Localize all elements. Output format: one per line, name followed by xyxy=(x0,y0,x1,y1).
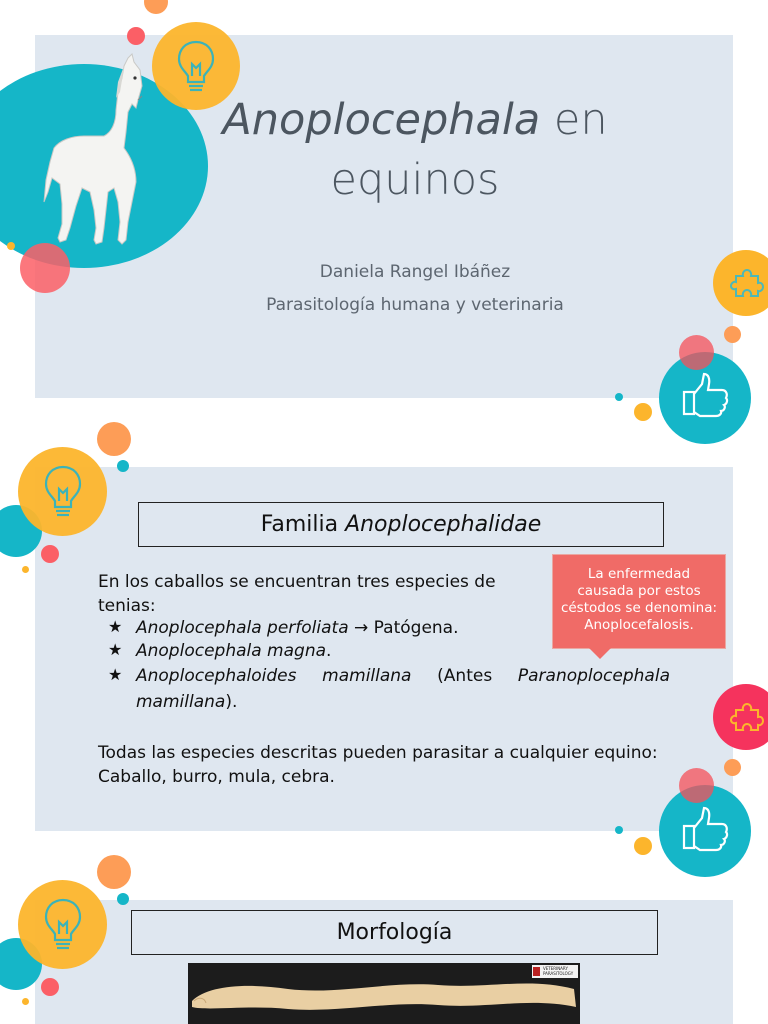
decor-dot xyxy=(7,242,15,250)
species-name: mamillana xyxy=(136,692,226,712)
title-line2: equinos xyxy=(330,155,500,205)
decor-dot xyxy=(144,0,168,14)
bullet-item-1 xyxy=(136,616,556,640)
decor-dot xyxy=(615,393,623,401)
species-name: Anoplocephala magna xyxy=(136,641,327,661)
thumbs-up-icon xyxy=(682,806,730,852)
decor-dot xyxy=(615,826,623,834)
lightbulb-icon xyxy=(175,38,217,94)
decor-dot xyxy=(634,837,652,855)
bullet-item-2 xyxy=(136,639,556,663)
decor-dot xyxy=(117,460,129,472)
star-bullet-icon: ★ xyxy=(108,640,123,659)
decor-dot xyxy=(127,27,145,45)
closing-text: Todas las especies descritas pueden parasitar a cualquier equino: Caballo, burro, mula, cebra. xyxy=(98,743,658,787)
species-name: mamillana xyxy=(322,666,412,686)
species-note: . xyxy=(326,641,332,661)
decor-dot xyxy=(117,893,129,905)
disease-callout: La enfermedad causada por estos céstodos se denomina: Anoplocefalosis. xyxy=(553,555,725,648)
heading-plain: Familia xyxy=(260,512,346,537)
intro-text: En los caballos se encuentran tres especies de tenias: xyxy=(98,572,496,616)
species-name: Anoplocephala perfoliata xyxy=(136,618,349,638)
tapeworm-photo xyxy=(188,963,580,1024)
species-note: ). xyxy=(225,692,238,712)
decor-dot xyxy=(724,759,741,776)
photo-label: VETERINARY PARASITOLOGY xyxy=(543,966,574,976)
decor-dot xyxy=(41,978,59,996)
bullet-item-3-cont xyxy=(136,690,436,714)
heading-italic: Anoplocephalidae xyxy=(345,512,542,537)
author-name: Daniela Rangel Ibáñez xyxy=(319,262,511,282)
bullet-item-3 xyxy=(136,664,670,688)
puzzle-icon xyxy=(730,700,764,734)
species-name: Anoplocephaloides xyxy=(136,666,297,686)
title-italic: Anoplocephala xyxy=(222,95,541,145)
section-heading: Morfología xyxy=(131,910,658,955)
species-note: (Antes xyxy=(437,666,493,686)
decor-dot xyxy=(97,422,131,456)
course-name: Parasitología humana y veterinaria xyxy=(266,295,564,315)
decor-dot xyxy=(724,326,741,343)
callout-tail xyxy=(588,647,612,659)
decor-dot xyxy=(679,335,714,370)
star-bullet-icon: ★ xyxy=(108,617,123,636)
title-rest: en xyxy=(540,95,608,145)
decor-dot xyxy=(97,855,131,889)
section-heading xyxy=(138,502,664,547)
slide-title xyxy=(180,90,650,210)
star-bullet-icon: ★ xyxy=(108,665,123,684)
horse-image xyxy=(40,52,150,252)
decor-dot xyxy=(22,998,29,1005)
decor-dot xyxy=(679,768,714,803)
puzzle-icon xyxy=(730,266,764,300)
lightbulb-icon xyxy=(42,463,84,519)
species-name: Paranoplocephala xyxy=(517,666,670,686)
lightbulb-icon xyxy=(42,896,84,952)
decor-dot xyxy=(22,566,29,573)
thumbs-up-icon xyxy=(682,372,730,418)
decor-dot xyxy=(41,545,59,563)
decor-dot xyxy=(634,403,652,421)
species-note: → Patógena. xyxy=(348,618,459,638)
